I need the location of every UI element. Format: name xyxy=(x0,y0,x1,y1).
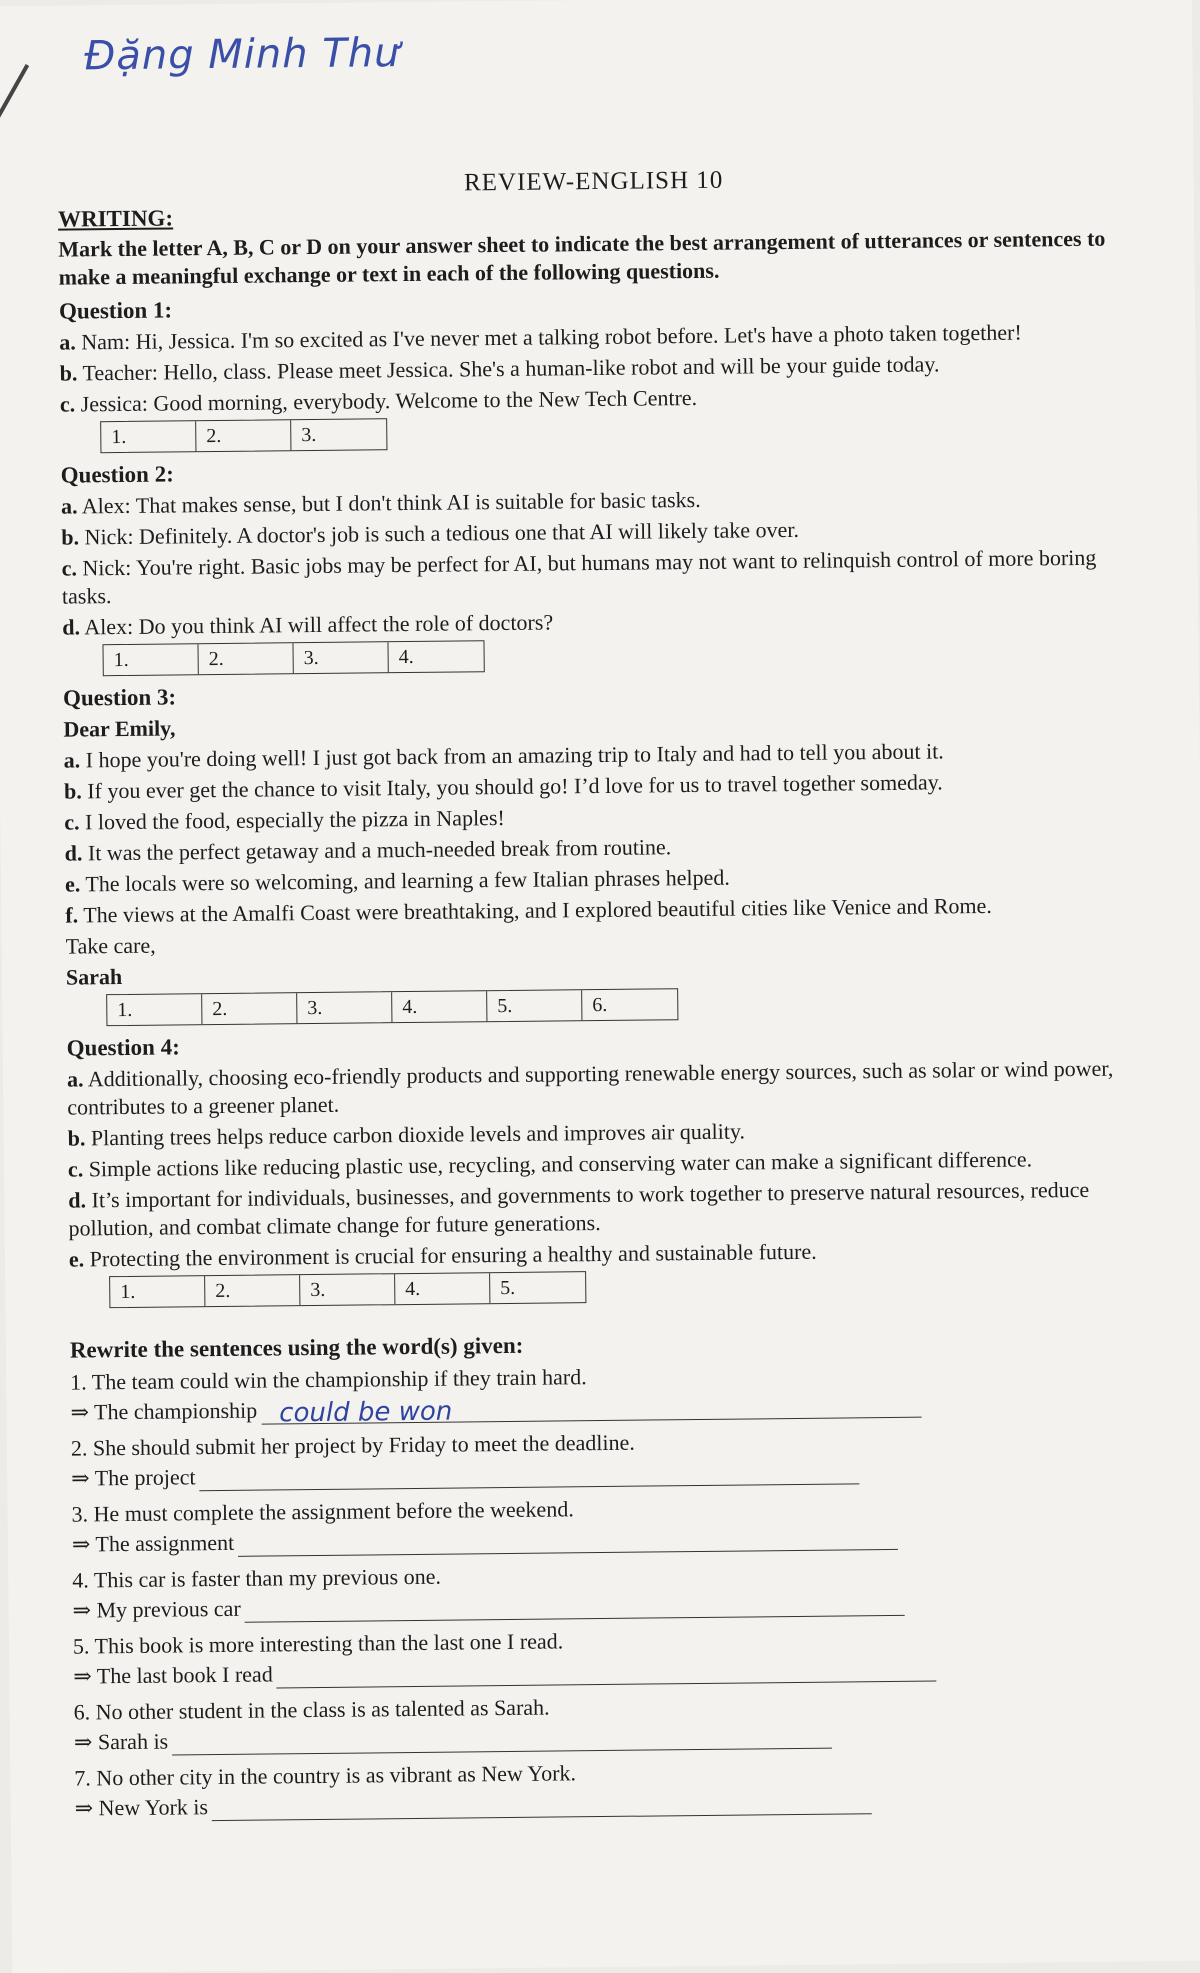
item-text: Additionally, choosing eco-friendly products and supporting renewable energy sources, such as solar or wind power, contributes to a greener planet. xyxy=(67,1055,1114,1120)
rewrite-prompt: ⇒ The assignment xyxy=(71,1529,235,1557)
rewrite-sentence: 2. She should submit her project by Friday to meet the deadline. xyxy=(70,1429,635,1461)
item-letter: a. xyxy=(66,1066,84,1092)
answer-boxes xyxy=(109,1271,586,1308)
answer-box[interactable]: 3. xyxy=(297,992,392,1023)
answer-box[interactable]: 5. xyxy=(487,990,582,1021)
rewrite-heading: Rewrite the sentences using the word(s) given: xyxy=(69,1332,524,1363)
rewrite-prompt: ⇒ The last book I read xyxy=(73,1661,273,1689)
item-letter: f. xyxy=(65,902,79,928)
item-letter: b. xyxy=(67,1125,86,1151)
question-title: Question 3: xyxy=(62,684,177,711)
item-letter: b. xyxy=(61,524,80,550)
item-text: Protecting the environment is crucial for ensuring a healthy and sustainable future. xyxy=(89,1238,817,1272)
answer-boxes xyxy=(106,988,678,1026)
item-text: Alex: That makes sense, but I don't think AI is suitable for basic tasks. xyxy=(81,486,701,519)
answer-blank[interactable] xyxy=(212,1787,872,1821)
rewrite-sentence: 1. The team could win the championship if they train hard. xyxy=(70,1364,587,1395)
answer-box[interactable]: 6. xyxy=(592,993,608,1017)
question-1 xyxy=(59,287,1121,454)
item-text: The views at the Amalfi Coast were breathtaking, and I explored beautiful cities like Venice and Rome. xyxy=(83,892,992,928)
rewrite-prompt: ⇒ The project xyxy=(71,1464,196,1491)
item-letter: b. xyxy=(63,778,82,804)
question-4 xyxy=(67,1023,1130,1308)
answer-box[interactable]: 2. xyxy=(198,643,293,674)
letter-signature: Sarah xyxy=(65,964,123,990)
item-text: Nick: You're right. Basic jobs may be perfect for AI, but humans may not want to relinquish control of more boring tasks. xyxy=(61,544,1097,609)
question-title: Question 4: xyxy=(66,1034,180,1061)
question-title: Question 1: xyxy=(58,297,173,324)
item-letter: a. xyxy=(60,493,78,519)
item-letter: c. xyxy=(67,1156,84,1182)
question-3 xyxy=(63,674,1127,1027)
item-text: The locals were so welcoming, and learning a few Italian phrases helped. xyxy=(85,864,730,897)
item-letter: a. xyxy=(63,747,81,773)
item-text: It was the perfect getaway and a much-needed break from routine. xyxy=(87,834,672,866)
answer-box[interactable]: 1. xyxy=(110,1276,205,1307)
item-letter: e. xyxy=(64,871,81,897)
item-text: I loved the food, especially the pizza in Naples! xyxy=(84,804,505,835)
answer-blank[interactable] xyxy=(238,1523,898,1557)
answer-blank[interactable] xyxy=(172,1722,832,1756)
question-2 xyxy=(61,451,1123,677)
answer-blank[interactable] xyxy=(199,1457,859,1491)
list-item xyxy=(67,1054,1128,1121)
answer-box[interactable]: 1. xyxy=(107,994,202,1025)
page-title: REVIEW-ENGLISH 10 xyxy=(463,166,724,197)
writing-instructions: Mark the letter A, B, C or D on your answer sheet to indicate the best arrangement of utterances or sentences to make a meaningful exchange or text in each of the following questions. xyxy=(58,225,1106,290)
item-text: Nam: Hi, Jessica. I'm so excited as I've never met a talking robot before. Let's have a photo taken together! xyxy=(81,319,1022,355)
answer-box[interactable]: 3. xyxy=(300,1274,395,1305)
answer-box[interactable]: 4. xyxy=(398,645,414,669)
rewrite-section xyxy=(70,1325,1135,1822)
item-text: I hope you're doing well! I just got back from an amazing trip to Italy and had to tell you about it. xyxy=(85,738,944,773)
answer-boxes xyxy=(100,418,387,453)
answer-boxes xyxy=(102,640,484,676)
answer-box[interactable]: 4. xyxy=(395,1273,490,1304)
item-text: It’s important for individuals, businesses, and governments to work together to preserve natural resources, reduce pollution, and combat climate change for future generations. xyxy=(68,1176,1090,1241)
question-title: Question 2: xyxy=(60,461,174,488)
answer-box[interactable]: 5. xyxy=(500,1276,516,1300)
item-letter: c. xyxy=(59,391,76,417)
rewrite-sentence: 7. No other city in the country is as vibrant as New York. xyxy=(74,1760,577,1791)
item-letter: a. xyxy=(59,329,76,355)
handwritten-answer: could be won xyxy=(279,1396,453,1429)
answer-box[interactable]: 2. xyxy=(205,1275,300,1306)
answer-blank[interactable] xyxy=(261,1391,921,1429)
item-text: If you ever get the chance to visit Italy, you should go! I’d love for us to travel together someday. xyxy=(87,769,943,804)
rewrite-prompt: ⇒ My previous car xyxy=(72,1595,241,1623)
item-text: Planting trees helps reduce carbon dioxide levels and improves air quality. xyxy=(90,1118,746,1151)
writing-heading: WRITING: xyxy=(57,205,174,232)
item-letter: d. xyxy=(68,1187,87,1213)
answer-box[interactable]: 1. xyxy=(101,421,196,452)
item-letter: b. xyxy=(59,360,78,386)
answer-blank[interactable] xyxy=(277,1655,937,1689)
item-text: Alex: Do you think AI will affect the role of doctors? xyxy=(84,609,554,640)
rewrite-sentence: 4. This car is faster than my previous one. xyxy=(72,1563,442,1593)
rewrite-sentence: 3. He must complete the assignment before the weekend. xyxy=(71,1496,574,1527)
item-letter: e. xyxy=(68,1246,85,1272)
rewrite-sentence: 5. This book is more interesting than the last one I read. xyxy=(72,1628,564,1659)
answer-box[interactable]: 3. xyxy=(293,642,388,673)
answer-box[interactable]: 1. xyxy=(103,644,198,675)
item-text: Teacher: Hello, class. Please meet Jessica. She's a human-like robot and will be your guide today. xyxy=(82,351,940,386)
list-item xyxy=(68,1175,1129,1242)
letter-closing: Take care, xyxy=(65,932,156,959)
pen-mark xyxy=(0,64,29,118)
answer-box[interactable]: 2. xyxy=(202,993,297,1024)
letter-greeting: Dear Emily, xyxy=(63,715,176,742)
worksheet-content xyxy=(58,195,1135,1831)
rewrite-prompt: ⇒ The championship xyxy=(70,1397,258,1425)
rewrite-sentence: 6. No other student in the class is as talented as Sarah. xyxy=(73,1694,550,1725)
handwritten-student-name: Đặng Minh Thư xyxy=(84,30,401,80)
item-letter: d. xyxy=(62,614,81,640)
item-text: Jessica: Good morning, everybody. Welcome to the New Tech Centre. xyxy=(80,384,698,417)
item-text: Nick: Definitely. A doctor's job is such a tedious one that AI will likely take over. xyxy=(84,516,800,550)
item-text: Simple actions like reducing plastic use, recycling, and conserving water can make a significant difference. xyxy=(88,1146,1033,1182)
rewrite-prompt: ⇒ New York is xyxy=(74,1794,209,1821)
list-item xyxy=(62,544,1123,611)
item-letter: c. xyxy=(64,809,80,835)
answer-blank[interactable] xyxy=(245,1589,905,1623)
item-letter: d. xyxy=(64,840,83,866)
answer-box[interactable]: 3. xyxy=(301,423,317,447)
answer-box[interactable]: 4. xyxy=(392,991,487,1022)
answer-box[interactable]: 2. xyxy=(196,420,291,451)
rewrite-prompt: ⇒ Sarah is xyxy=(73,1728,169,1755)
item-letter: c. xyxy=(61,555,78,581)
